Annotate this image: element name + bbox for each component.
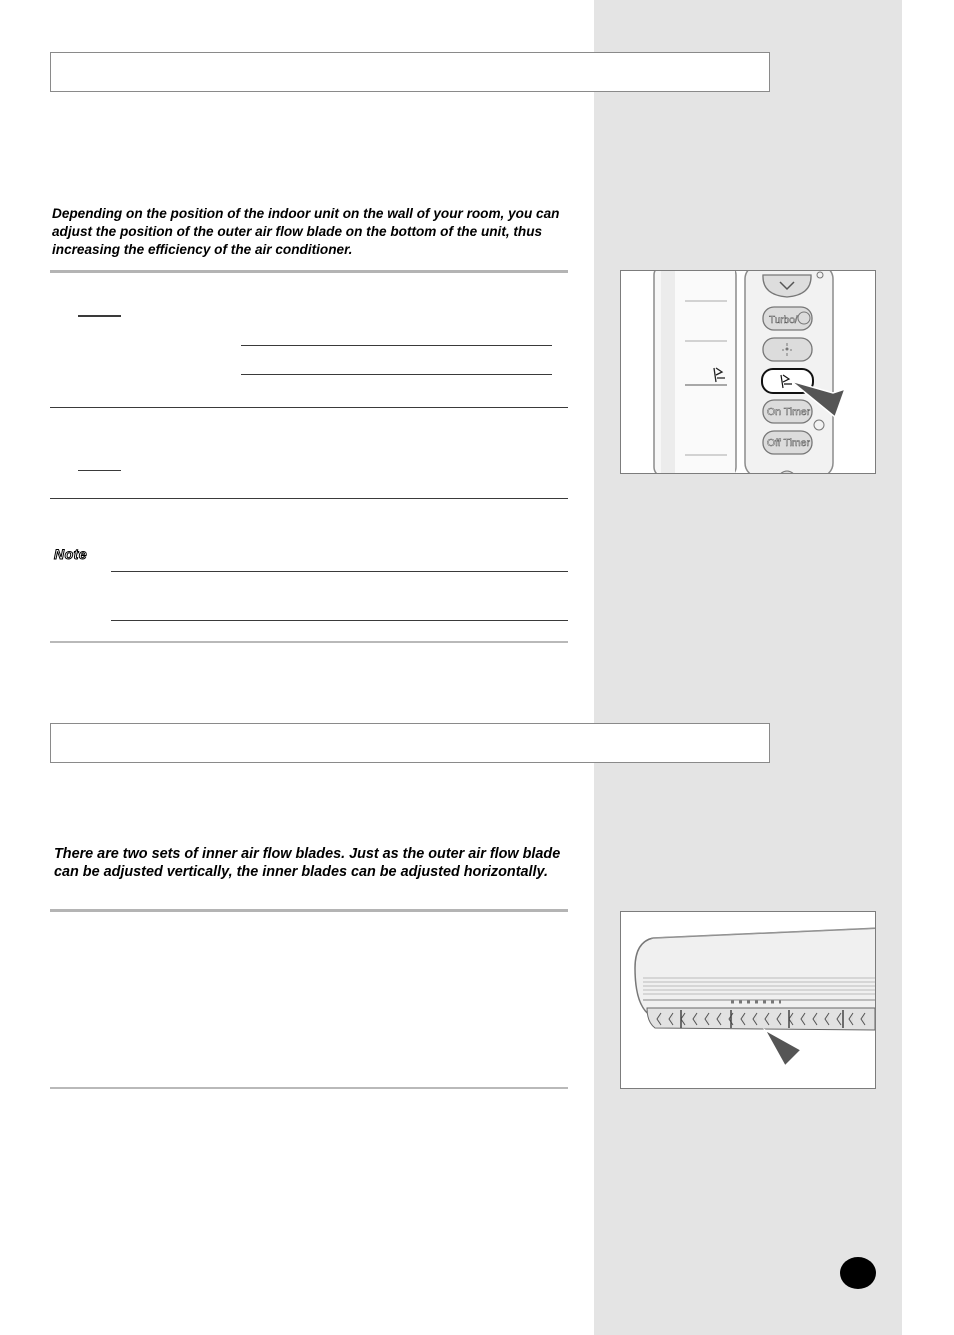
section-intro-inner-blades: There are two sets of inner air flow blades. Just as the outer air flow blade can be adjusted vertically, the inner blades can be adjusted horizontally. [54,846,561,880]
divider [111,620,568,621]
off-timer-button-label: Off Timer [767,437,810,449]
underline [78,470,121,471]
divider [50,498,568,499]
section-intro-outer-blade: Depending on the position of the indoor unit on the wall of your room, you can adjust the position of the outer air flow blade on the bottom of the unit, thus increasing the efficiency of the air conditioner. [52,206,560,257]
turbo-button-label: Turbo/ [769,315,798,326]
divider [241,345,552,346]
page-number-marker [840,1257,876,1289]
divider [241,374,552,375]
divider [111,571,568,572]
note-label: Note [54,546,88,562]
indoor-unit-figure [620,911,876,1089]
on-timer-button-label: On Timer [767,406,811,418]
section-title-box-inner-blades [50,723,770,763]
sidebar-panel [594,0,902,1335]
divider [50,407,568,408]
divider [50,1087,568,1089]
divider [50,270,568,273]
section-title-box-outer-blade [50,52,770,92]
divider [50,641,568,643]
underline [78,315,121,317]
divider [50,909,568,912]
remote-control-figure [620,270,876,474]
